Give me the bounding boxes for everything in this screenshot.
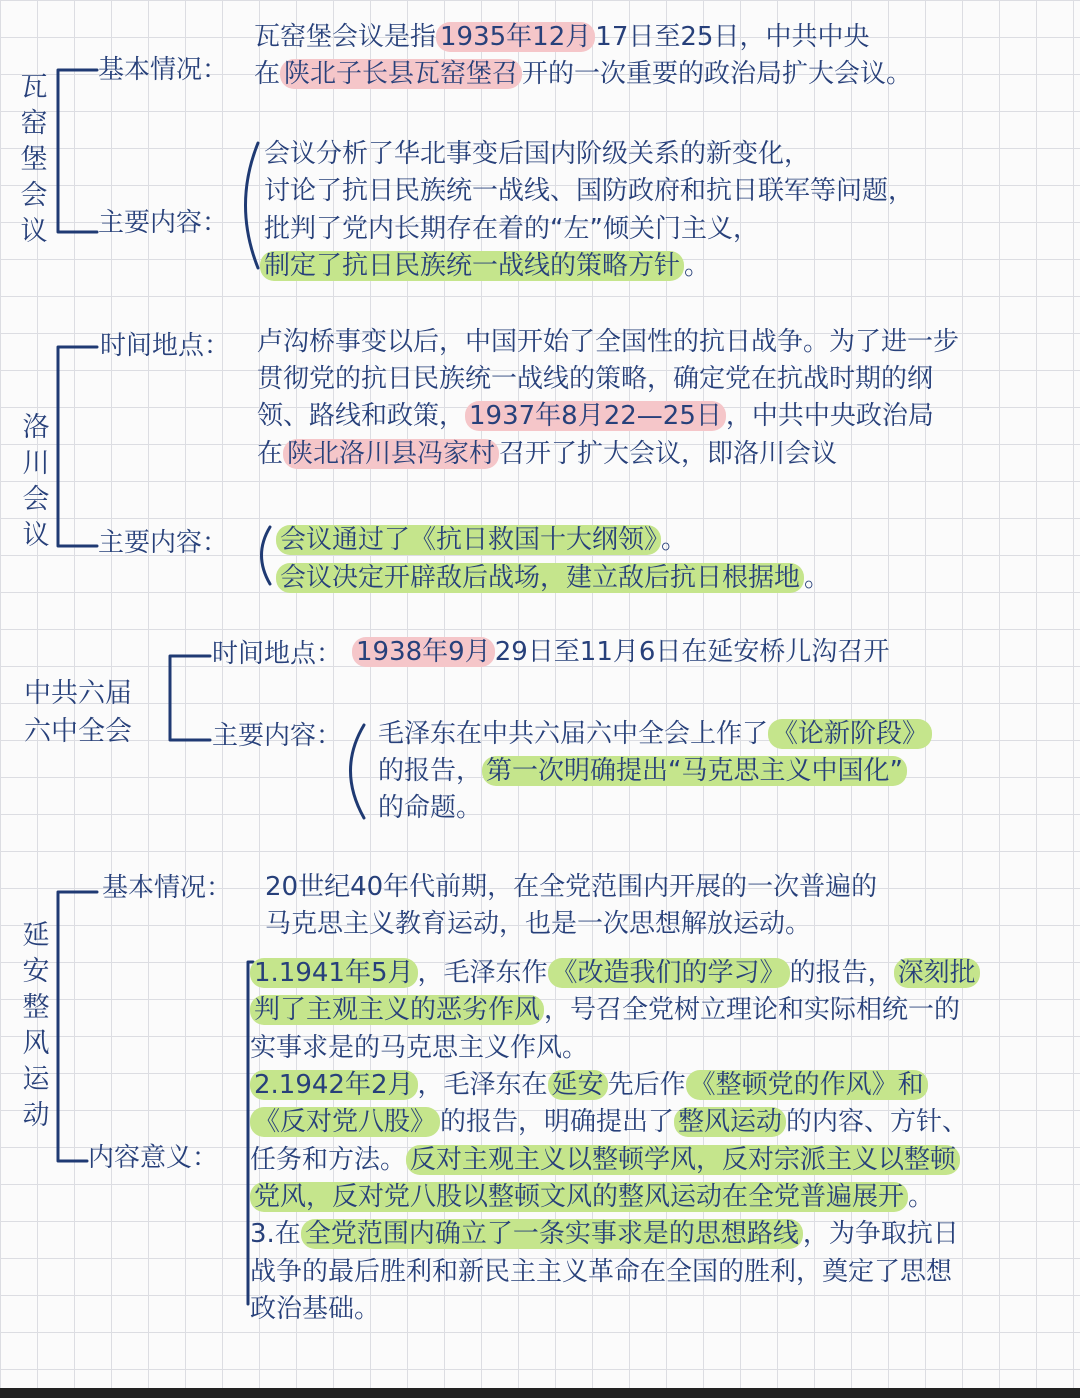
highlighted-text: 《改造我们的学习》 [548,958,790,988]
highlighted-text: 第一次明确提出“马克思主义中国化” [482,756,907,786]
section3-time-label: 时间地点： [212,639,343,669]
section4-content-label: 内容意义： [88,1143,219,1173]
text-segment: 召开了扩大会议，即洛川会议 [499,439,838,469]
bottom-bar [0,1388,1080,1398]
section4-content-line [250,955,980,992]
section1-content-label: 主要内容： [98,208,229,238]
section1-content-line [260,248,710,285]
highlighted-text: 1938年9月 [352,637,495,667]
text-segment: 实事求是的马克思主义作风。 [250,1033,589,1063]
section-title-sixth-plenary: 中共六届六中全会 [24,678,132,747]
highlighted-text: 判了主观主义的恶劣作风 [250,995,544,1025]
section-title-wayaobao: 瓦窑堡会议 [20,72,48,247]
text-segment: 卢沟桥事变以后，中国开始了全国性的抗日战争。为了进一步 [257,327,960,357]
text-segment: ，毛泽东在 [417,1070,548,1100]
text-segment: 。 [908,1182,935,1212]
text-segment: 的内容、方针、 [786,1107,969,1137]
section4-content-line [250,1216,959,1253]
section-title-yanan-rectification: 延安整风运动 [22,920,50,1131]
highlighted-text: 陕北子长县瓦窑堡召 [280,59,522,89]
text-segment: ，中共中央政治局 [725,401,934,431]
section4-content-line [250,1291,380,1328]
text-segment: 的报告，明确提出了 [440,1107,675,1137]
text-segment: 在 [254,59,281,89]
section1-content-line [264,173,914,210]
highlighted-text: 《反对党八股》 [250,1107,440,1137]
section4-content-line [250,1104,968,1141]
section4-content-line [250,1067,928,1104]
text-segment: 29日至11月6日在延安桥儿沟召开 [494,637,890,667]
section3-content-label: 主要内容： [212,721,343,751]
text-segment: 先后作 [607,1070,686,1100]
highlighted-text: 会议通过了《抗日救国十大纲领》 [276,525,661,555]
section1-basic-label: 基本情况： [98,55,229,85]
text-segment: 。 [684,251,711,281]
text-segment: 会议分析了华北事变后国内阶级关系的新变化， [264,139,811,169]
text-segment: 瓦窑堡会议是指 [254,22,437,52]
highlighted-text: 深刻批 [894,958,980,988]
section2-time-line [257,436,837,473]
text-segment: 。 [804,563,831,593]
text-segment: 的报告， [789,958,894,988]
highlighted-text: 《整顿党的作风》和 [686,1070,928,1100]
text-segment: 开的一次重要的政治局扩大会议。 [522,59,913,89]
highlighted-text: 反对主观主义以整顿学风，反对宗派主义以整顿 [406,1145,960,1175]
text-segment: 的命题。 [378,793,483,823]
section3-content-line [378,790,482,827]
highlighted-text: 1937年8月22—25日 [465,401,726,431]
text-segment: 3.在 [250,1219,301,1249]
section4-content-line [250,1254,952,1291]
section3-content-line [378,716,932,753]
section4-content-line [250,1030,588,1067]
highlighted-text: 2.1942年2月 [250,1070,418,1100]
section2-content-label: 主要内容： [98,528,229,558]
section2-time-line [257,398,934,435]
text-segment: ，为争取抗日 [802,1219,959,1249]
text-segment: 在 [257,439,284,469]
highlighted-text: 陕北洛川县冯家村 [283,439,499,469]
text-segment: ，毛泽东作 [417,958,548,988]
text-segment: 贯彻党的抗日民族统一战线的策略，确定党在抗战时期的纲 [257,364,934,394]
text-segment: 。 [661,525,688,555]
section2-time-line [257,324,959,361]
section3-time-line [352,634,889,671]
highlighted-text: 党风，反对党八股以整顿文风的整风运动在全党普遍展开 [250,1182,908,1212]
section4-content-line [250,1179,934,1216]
text-segment: 政治基础。 [250,1294,381,1324]
section1-content-line [264,211,759,248]
text-segment: 讨论了抗日民族统一战线、国防政府和抗日联军等问题， [264,176,915,206]
section3-content-line [378,753,907,790]
section2-time-line [257,361,933,398]
section1-content-line [264,136,810,173]
section2-time-label: 时间地点： [100,331,231,361]
highlighted-text: 《论新阶段》 [768,719,932,749]
text-segment: 领、路线和政策， [257,401,466,431]
highlighted-text: 会议决定开辟敌后战场，建立敌后抗日根据地 [276,563,804,593]
section-title-luochuan: 洛川会议 [22,412,50,551]
highlighted-text: 1935年12月 [436,22,595,52]
section1-basic-line [254,19,869,56]
section1-basic-line [254,56,912,93]
text-segment: ，号召全党树立理论和实际相统一的 [544,995,961,1025]
text-segment: 马克思主义教育运动，也是一次思想解放运动。 [265,909,812,939]
highlighted-text: 延安 [548,1070,608,1100]
text-segment: 20世纪40年代前期，在全党范围内开展的一次普遍的 [265,872,878,902]
section4-content-line [250,1142,960,1179]
highlighted-text: 全党范围内确立了一条实事求是的思想路线 [301,1219,803,1249]
text-segment: 17日至25日，中共中央 [595,22,870,52]
section4-basic-line [265,869,877,906]
section2-content-line [276,560,830,597]
section4-basic-label: 基本情况： [102,873,233,903]
text-segment: 批判了党内长期存在着的“左”倾关门主义， [264,214,759,244]
highlighted-text: 整风运动 [674,1107,786,1137]
highlighted-text: 1.1941年5月 [250,958,418,988]
text-segment: 任务和方法。 [250,1145,407,1175]
text-segment: 的报告， [378,756,483,786]
highlighted-text: 制定了抗日民族统一战线的策略方针 [260,251,684,281]
text-segment: 战争的最后胜利和新民主主义革命在全国的胜利，奠定了思想 [250,1257,953,1287]
text-segment: 毛泽东在中共六届六中全会上作了 [378,719,769,749]
section4-content-line [250,992,960,1029]
section4-basic-line [265,906,811,943]
section2-content-line [276,522,687,559]
